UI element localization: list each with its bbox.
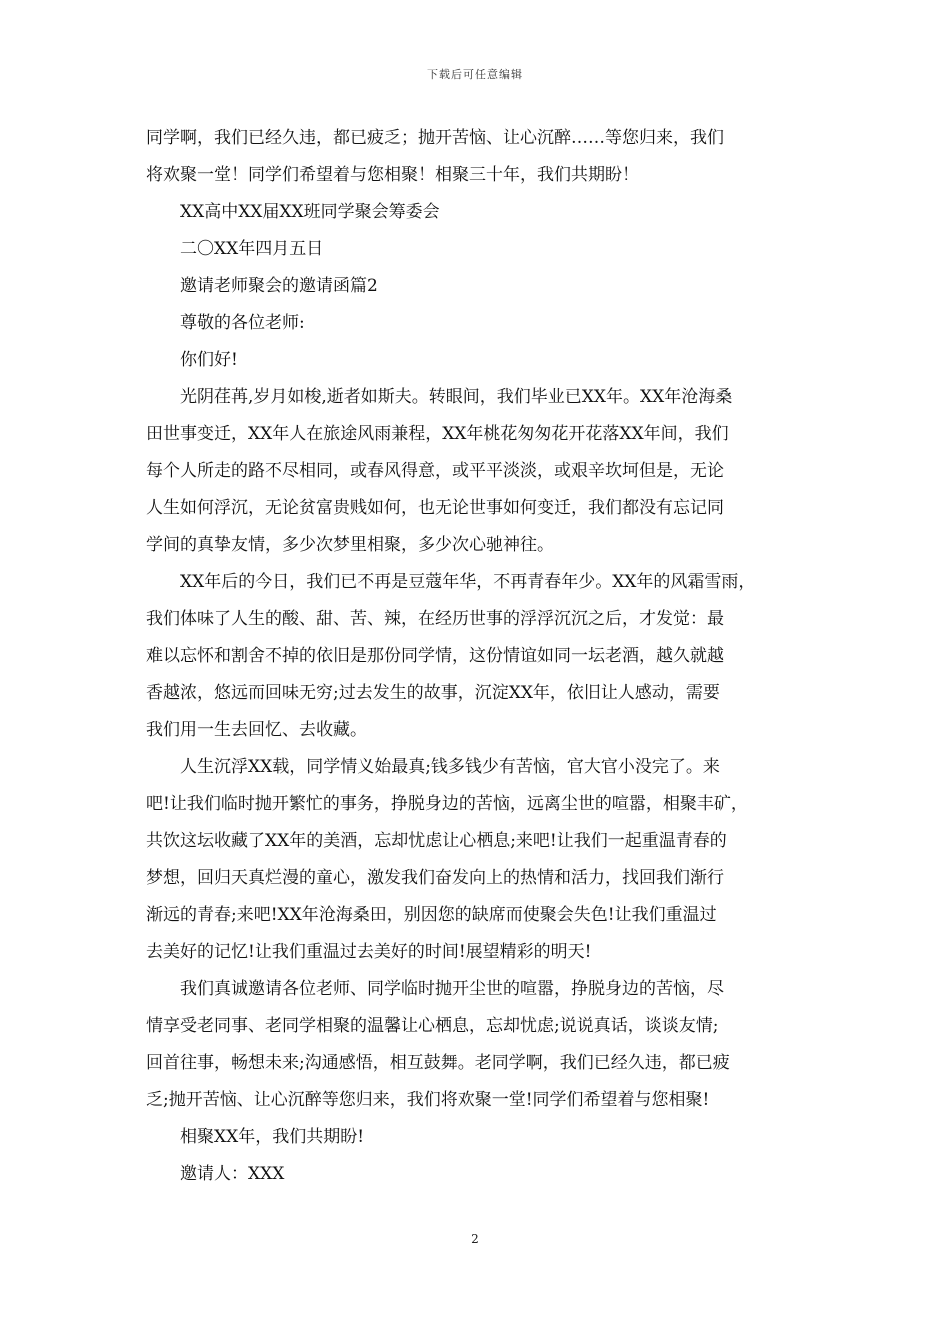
text-line: 光阴荏苒,岁月如梭,逝者如斯夫。转眼间，我们毕业已XX年。XX年沧海桑: [180, 387, 733, 407]
date-line: 二〇XX年四月五日: [180, 239, 324, 259]
text-line: XX年后的今日，我们已不再是豆蔻年华，不再青春年少。XX年的风霜雪雨，: [180, 572, 756, 592]
text-line: 回首往事，畅想未来;沟通感悟，相互鼓舞。老同学啊，我们已经久违，都已疲: [146, 1053, 730, 1073]
section-title: 邀请老师聚会的邀请函篇2: [180, 276, 378, 296]
text-line: 每个人所走的路不尽相同，或春风得意，或平平淡淡，或艰辛坎坷但是，无论: [146, 461, 724, 481]
text-line: 难以忘怀和割舍不掉的依旧是那份同学情，这份情谊如同一坛老酒，越久就越: [146, 646, 724, 666]
text-line: 梦想，回归天真烂漫的童心，激发我们奋发向上的热情和活力，找回我们渐行: [146, 868, 724, 888]
greeting: 你们好!: [180, 350, 238, 370]
text-line: 学间的真挚友情，多少次梦里相聚，多少次心驰神往。: [146, 535, 554, 555]
text-line: 田世事变迁，XX年人在旅途风雨兼程，XX年桃花匆匆花开花落XX年间，我们: [146, 424, 729, 444]
text-line: 我们用一生去回忆、去收藏。: [146, 720, 367, 740]
page-number: 2: [471, 1232, 479, 1246]
text-line: 渐远的青春;来吧!XX年沧海桑田，别因您的缺席而使聚会失色!让我们重温过: [146, 905, 717, 925]
text-line: 吧!让我们临时抛开繁忙的事务，挣脱身边的苦恼，远离尘世的喧嚣，相聚丰矿，: [146, 794, 748, 814]
page-header: 下载后可任意编辑: [427, 68, 523, 81]
closing-line: 相聚XX年，我们共期盼!: [180, 1127, 365, 1147]
document-body: [146, 120, 810, 1193]
salutation: 尊敬的各位老师:: [180, 313, 305, 333]
text-line: 去美好的记忆!让我们重温过去美好的时间!展望精彩的明天!: [146, 942, 592, 962]
text-line: 乏;抛开苦恼、让心沉醉等您归来，我们将欢聚一堂!同学们希望着与您相聚!: [146, 1090, 710, 1110]
text-line: 我们真诚邀请各位老师、同学临时抛开尘世的喧嚣，挣脱身边的苦恼，尽: [180, 979, 724, 999]
inviter-line: 邀请人：XXX: [180, 1164, 285, 1184]
text-line: 共饮这坛收藏了XX年的美酒，忘却忧虑让心栖息;来吧!让我们一起重温青春的: [146, 831, 727, 851]
text-line: 人生沉浮XX载，同学情义始最真;钱多钱少有苦恼，官大官小没完了。来: [180, 757, 720, 777]
text-line: 将欢聚一堂！同学们希望着与您相聚！相聚三十年，我们共期盼！: [146, 165, 639, 185]
organizer-line: XX高中XX届XX班同学聚会筹委会: [180, 202, 440, 222]
text-line: 同学啊，我们已经久违，都已疲乏；抛开苦恼、让心沉醉……等您归来，我们: [146, 128, 724, 148]
text-line: 情享受老同事、老同学相聚的温馨让心栖息，忘却忧虑;说说真话，谈谈友情;: [146, 1016, 719, 1036]
text-line: 人生如何浮沉，无论贫富贵贱如何，也无论世事如何变迁，我们都没有忘记同: [146, 498, 724, 518]
text-line: 我们体味了人生的酸、甜、苦、辣，在经历世事的浮浮沉沉之后，才发觉：最: [146, 609, 724, 629]
text-line: 香越浓，悠远而回味无穷;过去发生的故事，沉淀XX年，依旧让人感动，需要: [146, 683, 720, 703]
